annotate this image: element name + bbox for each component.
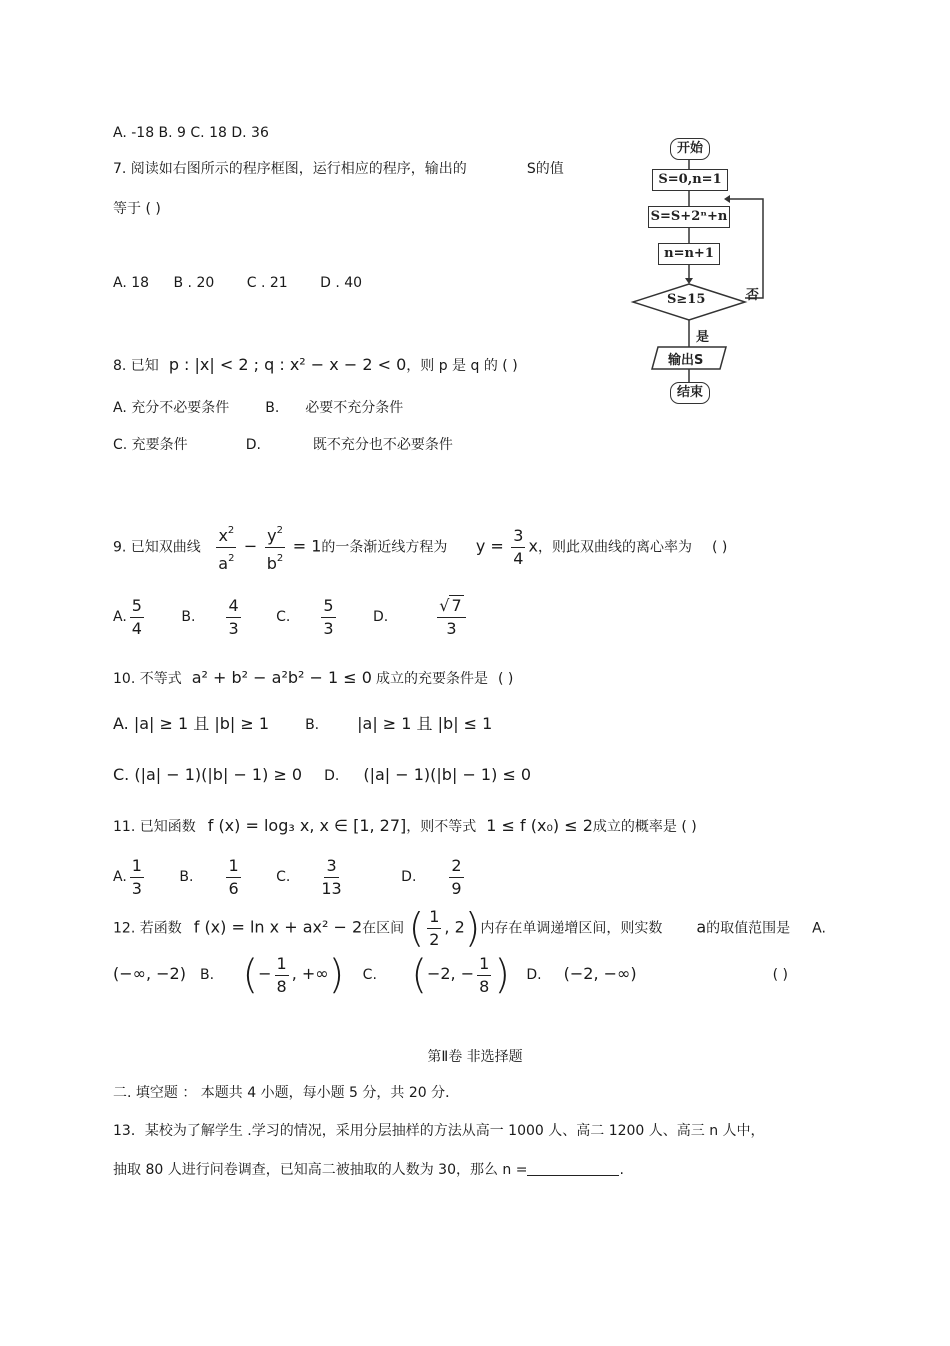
q10-options-row1: A. |a| ≥ 1 且 |b| ≥ 1 B. |a| ≥ 1 且 |b| ≤ 1 [113, 714, 493, 733]
q10-options-row2: C. (|a| − 1)(|b| − 1) ≥ 0 D. (|a| − 1)(|b| − 1) ≤ 0 [113, 765, 532, 784]
flow-yes-label: 是 [696, 330, 710, 345]
q12-option-b-frac: $\frac{1}{8}$ [276, 953, 287, 996]
program-flowchart [628, 132, 768, 412]
q9-suffix-b: ，则此双曲线的离心率为 [537, 539, 692, 556]
q9-frac-y: $\frac{y^2}{b^2}$ [265, 520, 286, 575]
q12-options: (−∞, −2) B. (− $\frac{1}{8}$ , +∞) C. (−2, − $\frac{1}{8}$ ) D. (−2, −∞) ( ) [113, 952, 788, 998]
q11-option-a: $\frac{1}{3}$ [131, 855, 142, 898]
q11-stem [113, 816, 697, 837]
q7-options [113, 273, 362, 293]
q8-option-d: 既不充分也不必要条件 [312, 437, 453, 453]
q13-answer-blank[interactable] [527, 1159, 619, 1176]
q12-prefix: 12. 若函数 [113, 920, 182, 937]
q12-mid: 在区间 [362, 920, 405, 937]
q11-mid: ，则不等式 [406, 819, 477, 835]
q7-stem-line1 [113, 159, 564, 179]
q8-suffix: ，则 p 是 q 的 ( ) [406, 358, 518, 374]
q7-option-a: A. 18 [113, 275, 150, 291]
flow-step: S=S+2ⁿ+n [648, 206, 730, 228]
q9-option-d: $\frac{√ 7}{3}$ [437, 595, 465, 640]
q10-option-b: |a| ≥ 1 且 |b| ≤ 1 [357, 714, 493, 733]
flow-end: 结束 [670, 382, 710, 404]
q8-option-d-label: D. [245, 437, 261, 453]
q10-option-c: C. (|a| − 1)(|b| − 1) ≥ 0 [113, 765, 303, 784]
q9-options: A. $\frac{5}{4}$ B. $\frac{4}{3}$ C. $\frac{5}{3}$ D. $\frac{√ 7}{3}$ [113, 594, 469, 640]
q12-suffix: 内存在单调递增区间，则实数 [480, 920, 663, 937]
q13-line1: 13．某校为了解学生 .学习的情况，采用分层抽样的方法从高一 1000 人、高二 1200 人、高三 n 人中， [113, 1123, 765, 1139]
q7-stem-line2: 等于 ( ) [113, 201, 161, 217]
q9-frac-x: $\frac{x^2}{a^2}$ [216, 520, 236, 575]
q7-stem-b: 的值 [535, 161, 564, 177]
q12-interval-left: $\frac{1}{2}$ [429, 907, 440, 949]
q12-stem: 12. 若函数 f (x) = ln x + ax² − 2在区间 ( $\frac{1}{2}$ , 2)内存在单调递增区间，则实数 a的取值范围是 A. [113, 905, 826, 952]
q8-option-a: A. 充分不必要条件 [113, 400, 230, 416]
q7-option-d: D . 40 [320, 275, 363, 291]
part2-title: 第Ⅱ卷 非选择题 [427, 1049, 523, 1065]
flow-no-label: 否 [746, 288, 760, 303]
q10-option-d: (|a| − 1)(|b| − 1) ≤ 0 [363, 765, 532, 784]
q11-prefix: 11. 已知函数 [113, 819, 196, 835]
q10-stem: 10. 不等式 a² + b² − a²b² − 1 ≤ 0 成立的充要条件是 ( ) [113, 668, 514, 687]
q12-math: f (x) = ln x + ax² − 2 [193, 917, 363, 937]
flow-init: S=0,n=1 [652, 169, 728, 191]
flow-output: 输出S [668, 353, 704, 368]
q12-option-c-frac: $\frac{1}{8}$ [479, 953, 490, 996]
q11-inequality: 1 ≤ f (x₀) ≤ 2 [486, 816, 593, 835]
q6-options: A. -18 B. 9 C. 18 D. 36 [113, 125, 269, 141]
q9-asymptote-frac: $\frac{3}{4}$ [513, 526, 524, 568]
q13-text: 抽取 80 人进行问卷调查，已知高二被抽取的人数为 30，那么 n = [113, 1162, 528, 1178]
q8-options-row1 [113, 398, 403, 418]
q11-options: A. $\frac{1}{3}$ B. $\frac{1}{6}$ C. $\frac{3}{13}$ D. $\frac{2}{9}$ [113, 855, 462, 898]
q10-suffix: 成立的充要条件是 [375, 671, 488, 687]
q12-option-d: (−2, −∞) [563, 964, 637, 983]
q12-tail: 的取值范围是 [706, 920, 791, 937]
q11-option-b: $\frac{1}{6}$ [228, 855, 239, 898]
flow-start: 开始 [670, 138, 710, 160]
q11-option-d: $\frac{2}{9}$ [451, 855, 462, 898]
q13-line2: 抽取 80 人进行问卷调查，已知高二被抽取的人数为 30，那么 n = . [113, 1159, 624, 1180]
flow-condition: S≥15 [667, 292, 706, 307]
q9-option-c: $\frac{5}{3}$ [323, 595, 334, 638]
q8-stem [113, 355, 518, 376]
q7-option-b: B . 20 [173, 275, 215, 291]
section-fill-in-header: 二. 填空题 ： 本题共 4 小题，每小题 5 分，共 20 分． [113, 1085, 460, 1101]
q9-suffix-a: 的一条渐近线方程为 [321, 539, 448, 556]
q11-option-c: $\frac{3}{13}$ [321, 855, 342, 898]
q8-option-b-label: B. [265, 400, 280, 416]
q9-prefix: 9. 已知双曲线 [113, 539, 201, 556]
q11-math: f (x) = log₃ x, x ∈ [1, 27] [207, 816, 407, 835]
q10-prefix: 10. 不等式 [113, 671, 182, 687]
q10-math: a² + b² − a²b² − 1 ≤ 0 [191, 668, 372, 687]
q7-stem-a: 7. 阅读如右图所示的程序框图，运行相应的程序，输出的 [113, 161, 467, 177]
q9-option-b: $\frac{4}{3}$ [228, 595, 239, 638]
q12-option-a: (−∞, −2) [113, 964, 186, 983]
q8-prefix: 8. 已知 [113, 358, 159, 374]
q9-option-a: $\frac{5}{4}$ [131, 595, 142, 638]
q7-option-c: C . 21 [246, 275, 288, 291]
q7-var: S [526, 161, 536, 177]
q11-suffix: 成立的概率是 ( ) [592, 819, 697, 835]
q8-option-b: 必要不充分条件 [305, 400, 404, 416]
q10-option-a: A. |a| ≥ 1 且 |b| ≥ 1 [113, 714, 270, 733]
q8-math: p : |x| < 2 ; q : x² − x − 2 < 0 [168, 355, 407, 374]
q8-options-row2 [113, 435, 453, 455]
q8-option-c: C. 充要条件 [113, 437, 188, 453]
q9-stem: 9. 已知双曲线 $\frac{x^2}{a^2}$ − $\frac{y^2}{b^2}$ = 1的一条渐近线方程为 y = $\frac{3}{4}$ x，则此双曲线的离心率为 ( ) [113, 520, 727, 575]
flow-increment: n=n+1 [658, 243, 720, 265]
